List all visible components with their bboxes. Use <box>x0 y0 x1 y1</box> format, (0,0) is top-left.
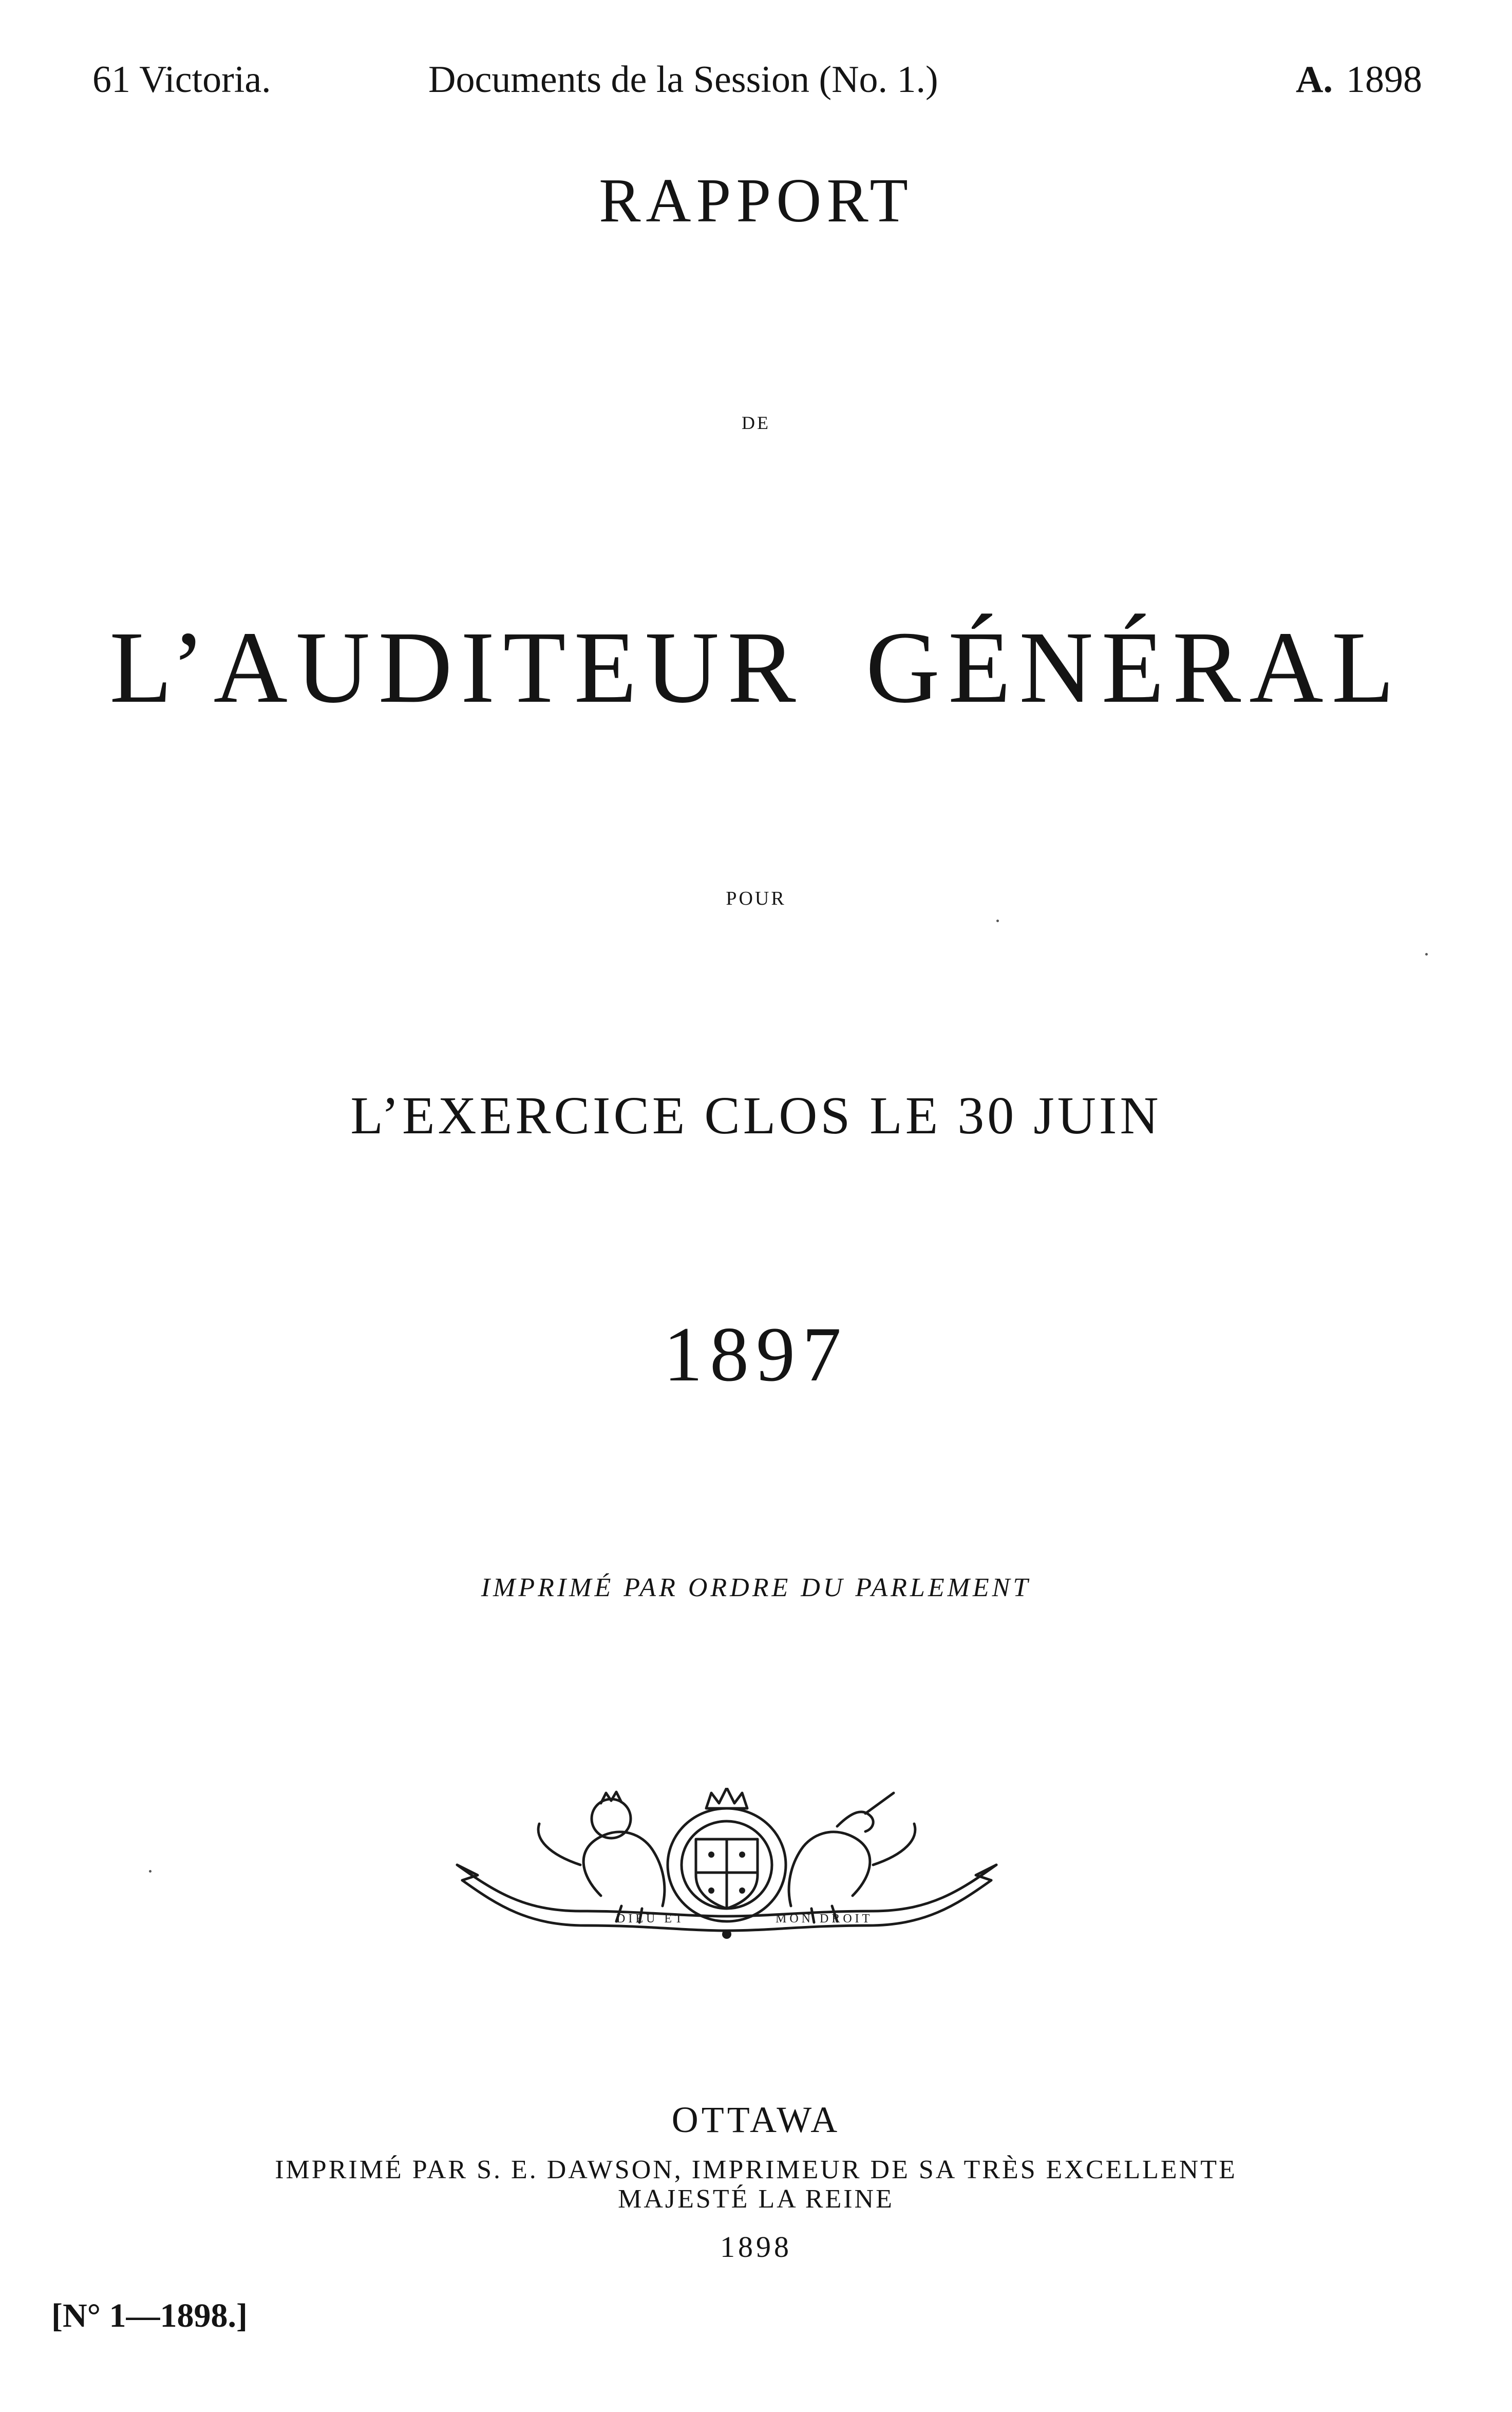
title-pour: POUR <box>726 888 786 909</box>
imprint-city: OTTAWA <box>671 2099 841 2140</box>
motto-right: MON DROIT <box>776 1912 873 1925</box>
scan-speck <box>149 1870 152 1873</box>
title-general: GÉNÉRAL <box>865 611 1403 724</box>
motto-left: DIEU ET <box>616 1912 686 1925</box>
title-auditeur: L’AUDITEUR <box>109 611 804 724</box>
imprint-year: 1898 <box>720 2230 792 2264</box>
title-de: DE <box>742 413 770 433</box>
header-series-letter: A. <box>1296 59 1333 101</box>
title-auditeur-general <box>0 611 1512 724</box>
printed-by-order: IMPRIMÉ PAR ORDRE DU PARLEMENT <box>481 1573 1031 1602</box>
header-series-year: 1898 <box>1346 59 1422 101</box>
imprint-printer <box>0 2155 1512 2214</box>
title-year: 1897 <box>664 1311 848 1397</box>
header-session-document: Documents de la Session (No. 1.) <box>428 59 938 101</box>
title-rapport: RAPPORT <box>599 166 913 235</box>
scan-speck <box>1425 953 1428 956</box>
imprint-printer-line-2: MAJESTÉ LA REINE <box>618 2184 894 2214</box>
header-series <box>1296 61 1422 99</box>
royal-coat-of-arms-icon <box>447 1788 1007 1942</box>
document-number: [N° 1—1898.] <box>51 2297 248 2334</box>
scan-speck <box>996 920 999 922</box>
header-regnal-year: 61 Victoria. <box>92 59 271 101</box>
imprint-printer-line-1: IMPRIMÉ PAR S. E. DAWSON, IMPRIMEUR DE SA TRÈS EXCELLENTE <box>275 2155 1237 2184</box>
title-exercice: L’EXERCICE CLOS LE 30 JUIN <box>350 1086 1162 1145</box>
